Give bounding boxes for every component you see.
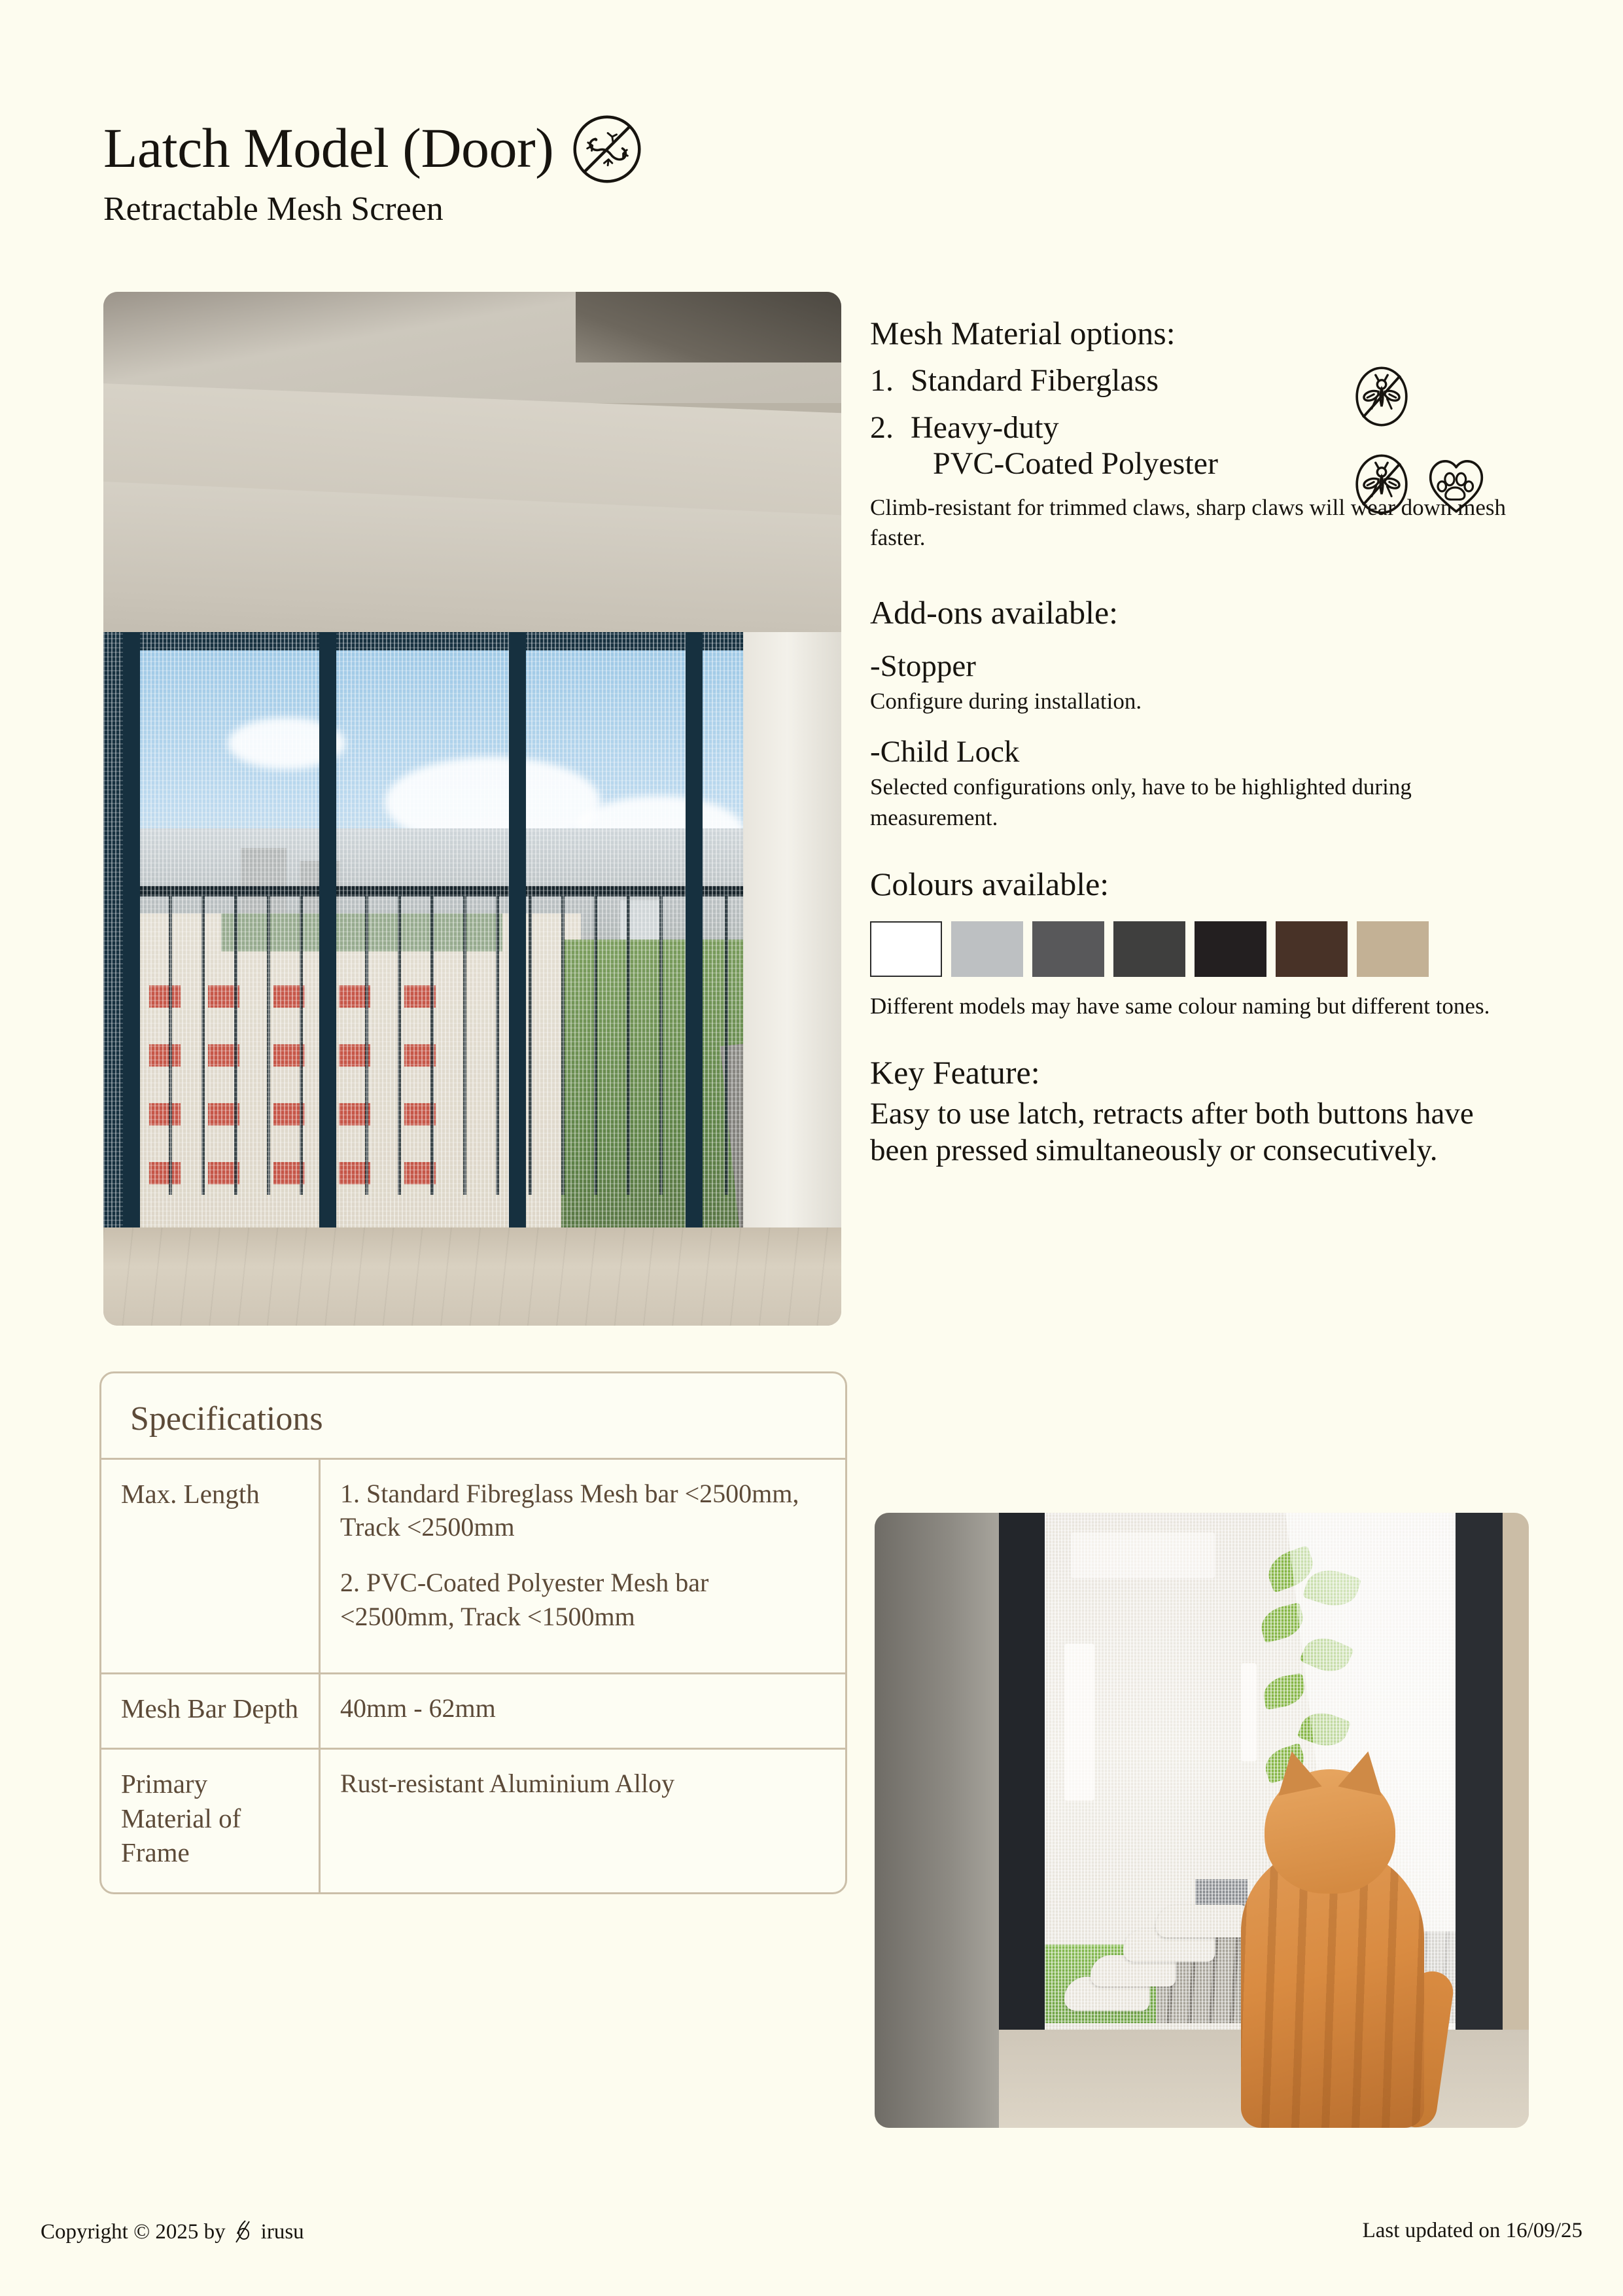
colour-swatch-dark-grey[interactable] [1113,921,1185,977]
copyright-block [41,2219,304,2245]
mesh-option-2-label-line2: PVC-Coated Polyester [933,446,1218,482]
addon-stopper-description: Configure during installation. [870,688,1142,715]
mesh-option-1 [870,362,1531,399]
mesh-material-note: Climb-resistant for trimmed claws, sharp claws will wear down mesh faster. [870,495,1507,551]
colour-swatch-list [870,921,1531,977]
addon-stopper-name: -Stopper [870,649,976,684]
colour-swatch-black[interactable] [1195,921,1266,977]
spec-value-mesh-bar-depth: 40mm - 62mm [320,1673,846,1748]
no-insect-icon [1354,453,1409,516]
right-content-column [870,314,1531,1169]
cat-photo-wall [875,1513,999,2128]
spec-value-primary-material: Rust-resistant Aluminium Alloy [320,1749,846,1892]
specifications-grid [101,1458,845,1892]
cat-photo-cat [1221,1761,1437,2128]
brand-name: irusu [260,2219,304,2244]
addon-child-lock-description: Selected configurations only, have to be highlighted during measurement. [870,774,1412,831]
colours-section [870,865,1531,1022]
colours-note: Different models may have same colour naming but different tones. [870,993,1490,1019]
spec-key-mesh-bar-depth: Mesh Bar Depth [101,1673,320,1748]
spec-value-max-length [320,1459,846,1674]
table-row [101,1459,845,1674]
spec-key-primary-material: Primary Material of Frame [101,1749,320,1892]
table-row [101,1673,845,1748]
mesh-option-2-number: 2. [870,410,894,445]
table-row [101,1749,845,1892]
mesh-option-1-label: Standard Fiberglass [911,363,1159,398]
mesh-material-heading: Mesh Material options: [870,315,1176,351]
cat-photo-door-jamb-right [1456,1513,1503,2054]
pet-paw-heart-icon [1426,453,1486,516]
addon-child-lock-name: -Child Lock [870,735,1020,769]
colour-swatch-white[interactable] [870,921,942,977]
no-lizard-icon [570,113,644,186]
addons-heading: Add-ons available: [870,594,1119,631]
spec-key-max-length: Max. Length [101,1459,320,1674]
specifications-table [99,1371,847,1894]
key-feature-heading: Key Feature: [870,1053,1040,1091]
addons-section [870,593,1531,834]
photo-wood-floor [103,1227,841,1326]
specifications-heading: Specifications [130,1400,323,1438]
colours-heading: Colours available: [870,866,1109,903]
page-title: Latch Model (Door) [103,116,554,179]
colour-swatch-beige[interactable] [1357,921,1429,977]
spec-value-max-length-2: 2. PVC-Coated Polyester Mesh bar <2500mm, Track <1500mm [340,1568,709,1631]
spec-value-max-length-1: 1. Standard Fibreglass Mesh bar <2500mm, Track <2500mm [340,1479,799,1542]
main-product-photo [103,292,841,1326]
page-footer [0,2219,1623,2258]
page-subtitle: Retractable Mesh Screen [103,190,444,228]
mesh-material-section [870,314,1531,553]
mesh-option-1-number: 1. [870,363,894,398]
colour-swatch-brown[interactable] [1276,921,1348,977]
brand-logo-icon [232,2219,254,2245]
cat-photo-door-jamb-left [999,1513,1045,2041]
key-feature-body: Easy to use latch, retracts after both buttons have been pressed simultaneously or consecutively. [870,1096,1474,1168]
key-feature-section [870,1053,1531,1169]
mesh-option-2-label-line1: Heavy-duty [911,410,1059,445]
photo-mesh-screen-overlay [103,632,841,1267]
colour-swatch-light-grey[interactable] [951,921,1023,977]
secondary-product-photo [875,1513,1529,2128]
colour-swatch-mid-grey[interactable] [1032,921,1104,977]
last-updated-text: Last updated on 16/09/25 [1362,2219,1582,2242]
photo-ceiling-shadow [576,292,841,362]
page-title-row [103,110,644,186]
photo-window-assembly [103,632,841,1267]
photo-sheer-curtain [743,632,841,1267]
copyright-text: Copyright © 2025 by [41,2219,226,2244]
no-insect-icon [1354,365,1409,428]
